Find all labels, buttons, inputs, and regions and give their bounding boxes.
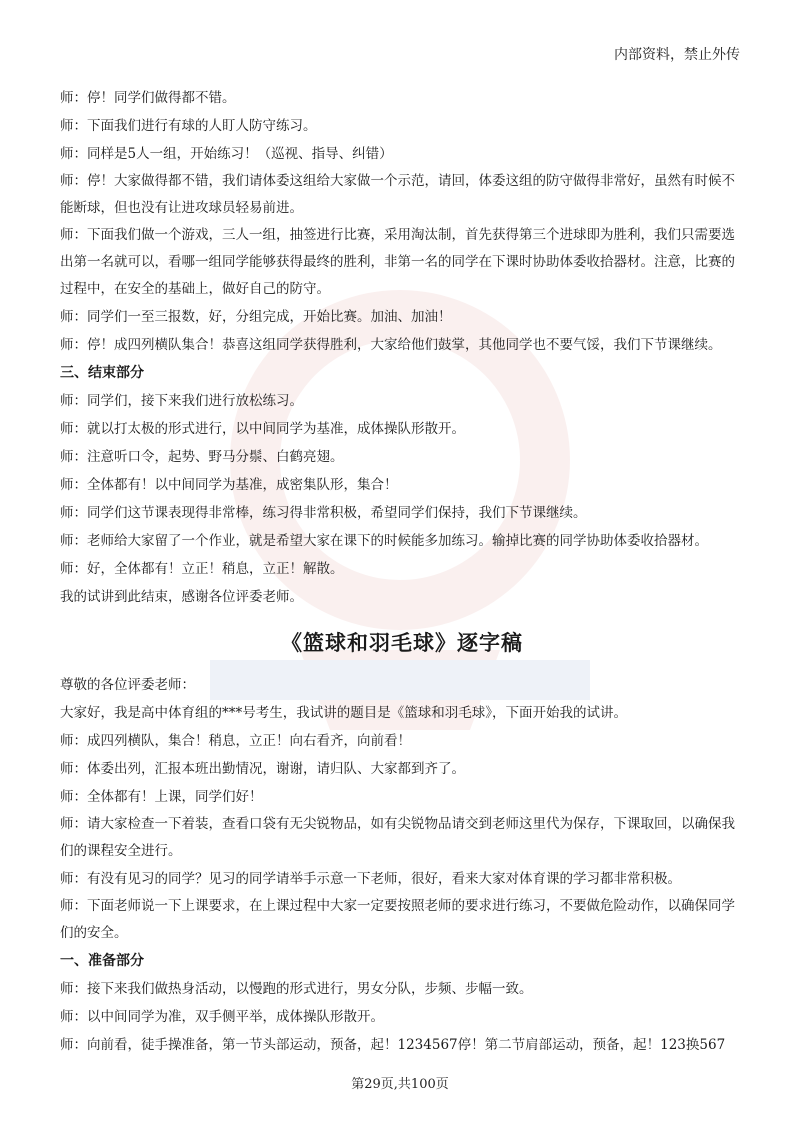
dialogue-line: 师：同学们，接下来我们进行放松练习。 [60,393,303,409]
page-number: 第29页,共100页 [351,1077,449,1092]
dialogue-line: 师：以中间同学为准，双手侧平举，成体操队形散开。 [60,1009,384,1025]
dialogue-line: 师：好，全体都有！立正！稍息，立正！解散。 [60,561,344,577]
dialogue-line: 师：停！成四列横队集合！恭喜这组同学获得胜利，大家给他们鼓掌，其他同学也不要气馁，我们下节课继续。 [60,337,722,353]
section-heading-preparation: 一、准备部分 [60,953,144,969]
document-title: 《篮球和羽毛球》逐字稿 [281,631,523,655]
closing-line: 我的试讲到此结束，感谢各位评委老师。 [60,589,303,605]
dialogue-line: 师：体委出列，汇报本班出勤情况，谢谢，请归队、大家都到齐了。 [60,761,465,777]
dialogue-line: 师：请大家检查一下着装，查看口袋有无尖锐物品，如有尖锐物品请交到老师这里代为保存，下课取回，以确保我们的课程安全进行。 [60,816,735,859]
salutation-line: 尊敬的各位评委老师： [60,677,195,693]
document-body [60,84,744,1059]
dialogue-line: 师：同学们这节课表现得非常棒，练习得非常积极，希望同学们保持，我们下节课继续。 [60,505,587,521]
dialogue-line: 师：老师给大家留了一个作业，就是希望大家在课下的时候能多加练习。输掉比赛的同学协助体委收拾器材。 [60,533,708,549]
dialogue-line: 师：全体都有！以中间同学为基准，成密集队形，集合！ [60,477,398,493]
dialogue-line: 师：就以打太极的形式进行，以中间同学为基准，成体操队形散开。 [60,421,465,437]
dialogue-line: 师：全体都有！上课，同学们好！ [60,789,263,805]
dialogue-line: 师：下面我们做一个游戏，三人一组，抽签进行比赛，采用淘汰制，首先获得第三个进球即为胜利，我们只需要选出第一名就可以，看哪一组同学能够获得最终的胜利，非第一名的同学在下课时协助体委收拾器材。注意，比赛的过程中，在安全的基础上，做好自己的防守。 [60,227,735,297]
confidential-note: 内部资料，禁止外传 [614,47,740,63]
dialogue-line: 师：注意听口令，起势、野马分鬃、白鹤亮翅。 [60,449,344,465]
dialogue-line: 师：下面老师说一下上课要求，在上课过程中大家一定要按照老师的要求进行练习，不要做危险动作，以确保同学们的安全。 [60,898,735,941]
dialogue-line: 师：有没有见习的同学？见习的同学请举手示意一下老师，很好，看来大家对体育课的学习都非常积极。 [60,871,681,887]
dialogue-line: 师：下面我们进行有球的人盯人防守练习。 [60,118,317,134]
dialogue-line: 师：停！大家做得都不错，我们请体委这组给大家做一个示范，请回，体委这组的防守做得非常好，虽然有时候不能断球，但也没有让进攻球员轻易前进。 [60,173,735,216]
dialogue-line: 师：同学们一至三报数，好，分组完成，开始比赛。加油、加油！ [60,309,452,325]
dialogue-line: 师：停！同学们做得都不错。 [60,90,236,106]
dialogue-line: 师：同样是5人一组，开始练习！（巡视、指导、纠错） [60,146,393,162]
intro-line: 大家好，我是高中体育组的***号考生，我试讲的题目是《篮球和羽毛球》，下面开始我的试讲。 [60,705,627,721]
dialogue-line: 师：成四列横队，集合！稍息，立正！向右看齐，向前看！ [60,733,411,749]
section-heading-ending: 三、结束部分 [60,365,144,381]
dialogue-line: 师：向前看，徒手操准备，第一节头部运动，预备，起！1234567停！第二节肩部运动，预备，起！123换567 [60,1037,726,1053]
dialogue-line: 师：接下来我们做热身活动，以慢跑的形式进行，男女分队，步频、步幅一致。 [60,981,533,997]
